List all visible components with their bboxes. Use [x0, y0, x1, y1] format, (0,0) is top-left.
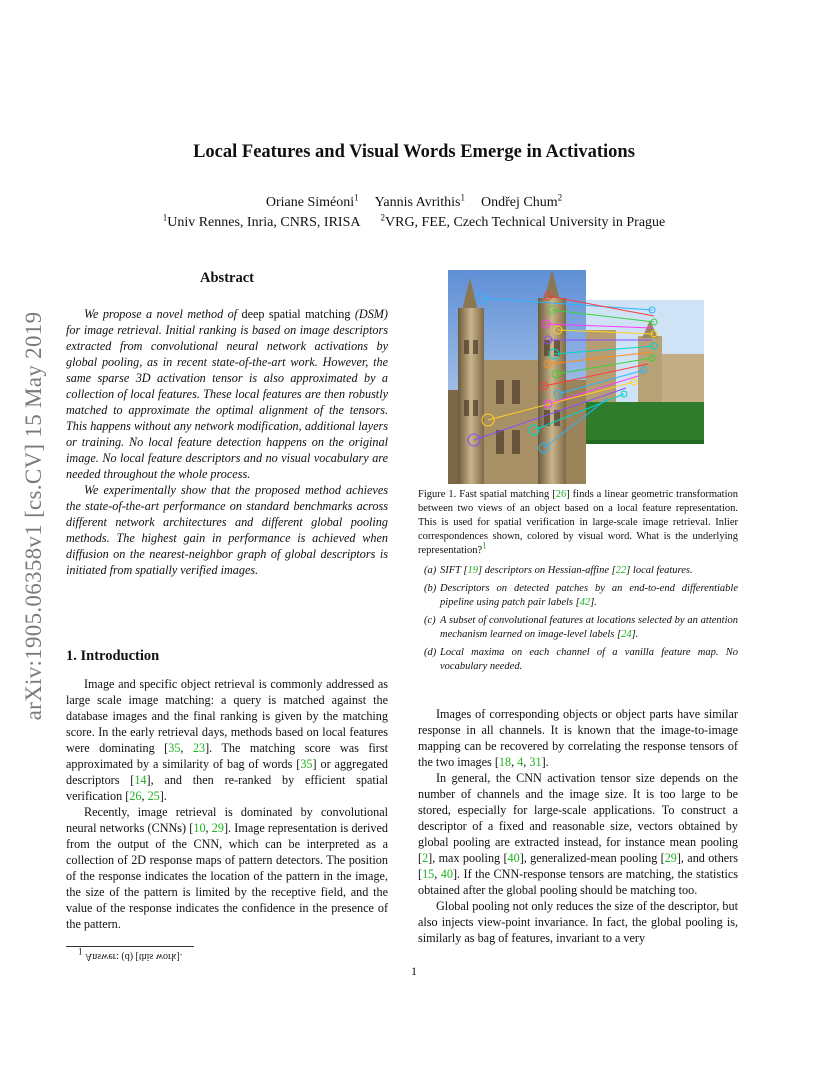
- paper-title: Local Features and Visual Words Emerge in Activations: [193, 142, 635, 162]
- text-run: ], generalized-mean pooling [: [519, 851, 665, 865]
- arxiv-sidebar: [4, 276, 64, 756]
- text-run: (DSM) for image retrieval. Initial ranking is based on image descriptors extracted from convolutional neural network activations by global pooling, as in recent state-of-the-art work. However, the same sparse 3D activation tensor is also approximated by a collection of local features. These local features are then robustly matched to approximate the optimal alignment of the tensors. This happens without any network modification, additional layers or training. No local feature detection happens on the original image. No local feature descriptors and no visual vocabulary are needed throughout the whole process.: [66, 307, 388, 481]
- text-run: ,: [523, 755, 530, 769]
- caption-option: [418, 646, 738, 674]
- text-run: deep spatial matching: [241, 307, 351, 321]
- text-run: ]. If the CNN-response tensors are matching, the statistics obtained after the global pooling should be matching too.: [418, 867, 739, 897]
- text-run: ] or aggregated descriptors [: [66, 757, 388, 787]
- citation-link[interactable]: 10: [193, 821, 206, 835]
- footnote: [78, 946, 183, 962]
- text-run: A subset of convolutional features at locations selected by an attention mechanism learned on image-level labels [: [440, 615, 738, 640]
- right-paragraph-2: [418, 770, 738, 898]
- abstract-heading: Abstract: [200, 270, 254, 286]
- figure-1-caption: [418, 488, 738, 678]
- text-run: ] local features.: [626, 565, 693, 576]
- footnote-number: 1: [78, 946, 83, 957]
- page-number: 1: [411, 964, 417, 978]
- text-run: ], and then re-ranked by efficient spatial verification [: [66, 773, 388, 803]
- citation-link[interactable]: 1: [482, 540, 487, 551]
- option-label: (a): [424, 565, 437, 576]
- caption-option: [418, 564, 738, 578]
- footnote-text: Answer: (d) [this work].: [85, 951, 183, 962]
- citation-link[interactable]: 19: [467, 565, 479, 576]
- caption-option: [418, 582, 738, 610]
- text-run: ]. The matching score was first approximated by a similarity of bag of words [: [66, 741, 388, 771]
- author-name: Ondřej Chum: [481, 195, 558, 210]
- right-column-body: [418, 706, 738, 946]
- intro-paragraph-2: [66, 804, 388, 932]
- text-run: ], and others [: [418, 851, 739, 881]
- footnote-rule: [66, 946, 194, 947]
- text-run: ].: [541, 755, 549, 769]
- author-list: [0, 192, 828, 211]
- section-heading-introduction: 1. Introduction: [66, 648, 160, 664]
- right-paragraph-3: Global pooling not only reduces the size of the descriptor, but also injects view-point invariance. In fact, the global pooling is, similarly as bag of features, invariant to a very: [418, 899, 738, 945]
- affiliation: [380, 212, 666, 230]
- citation-link[interactable]: 25: [147, 789, 160, 803]
- affiliation-mark: 2: [380, 212, 385, 223]
- affiliation-text: Univ Rennes, Inria, CNRS, IRISA: [167, 215, 361, 230]
- author-name: Oriane Siméoni: [265, 195, 355, 210]
- text-run: ,: [434, 867, 441, 881]
- affiliation-text: VRG, FEE, Czech Technical University in Prague: [385, 215, 666, 230]
- citation-link[interactable]: 31: [529, 755, 542, 769]
- author-name: Yannis Avrithis: [374, 195, 461, 210]
- abstract-paragraph-1: [66, 306, 388, 482]
- text-run: Image and specific object retrieval is commonly addressed as large scale image matching: a query is matched against the database images and the final ranking is given by the matching score. In the early retrieval days, methods based on local features were dominating [: [66, 677, 388, 755]
- author-affiliation-mark: 2: [557, 192, 563, 203]
- text-run: ]. Image representation is derived from the output of the CNN, which can be interpreted as a collection of 2D response maps of pattern detectors. The position of the response indicates the location of the pattern in the image, the size of the pattern is limited by the receptive field, and the value of the response indicates the confidence in the presence of the pattern.: [66, 821, 389, 931]
- author: [265, 192, 359, 210]
- text-run: Local maxima on each channel of a vanilla feature map. No vocabulary needed.: [440, 647, 738, 672]
- text-run: Descriptors on detected patches by an end-to-end differentiable pipeline using patch pair labels [: [440, 583, 738, 608]
- left-photo: [448, 270, 586, 484]
- author-affiliation-mark: 1: [460, 192, 465, 203]
- citation-link[interactable]: 26: [129, 789, 142, 803]
- citation-link[interactable]: 42: [579, 597, 591, 608]
- affiliation-mark: 1: [162, 212, 168, 223]
- text-run: ,: [205, 821, 212, 835]
- author-affiliation-mark: 1: [354, 192, 359, 203]
- right-paragraph-1: [418, 706, 738, 770]
- citation-link[interactable]: 26: [555, 489, 567, 500]
- citation-link[interactable]: 2: [422, 851, 429, 865]
- citation-link[interactable]: 4: [517, 755, 524, 769]
- citation-link[interactable]: 40: [440, 867, 453, 881]
- citation-link[interactable]: 40: [507, 851, 520, 865]
- author: [374, 192, 465, 210]
- caption-text: [418, 488, 738, 558]
- citation-link[interactable]: 29: [211, 821, 224, 835]
- text-run: SIFT [: [440, 565, 468, 576]
- caption-options: [418, 564, 738, 674]
- author: [481, 192, 563, 210]
- citation-link[interactable]: 35: [300, 757, 313, 771]
- text-run: ].: [631, 629, 639, 640]
- text-run: ], max pooling [: [428, 851, 508, 865]
- text-run: ,: [141, 789, 148, 803]
- text-run: ] finds a linear geometric transformation between two views of an object based on a local feature representation. This is used for spatial verification in large-scale image retrieval. Inlier correspondences shown, colored by visual word. What is the underlying representation?: [418, 489, 738, 556]
- abstract-body: [66, 306, 388, 578]
- caption-option: [418, 614, 738, 642]
- text-run: In general, the CNN activation tensor size depends on the number of channels and the image size. It is too large to be stored, especially for large-scale applications. To construct a descriptor of a fixed and reasonable size, vectors obtained by global pooling are extracted instead, for instance mean pooling [: [418, 771, 738, 865]
- citation-link[interactable]: 14: [134, 773, 147, 787]
- figure-1-image: [448, 270, 708, 484]
- text-run: ,: [511, 755, 518, 769]
- citation-link[interactable]: 22: [615, 565, 627, 576]
- citation-link[interactable]: 24: [621, 629, 632, 640]
- text-run: Figure 1. Fast spatial matching [: [418, 489, 556, 500]
- intro-body: [66, 676, 388, 932]
- citation-link[interactable]: 29: [664, 851, 677, 865]
- option-label: (b): [424, 583, 437, 594]
- text-run: ].: [590, 597, 597, 608]
- citation-link[interactable]: 23: [192, 741, 206, 755]
- text-run: ] descriptors on Hessian-affine [: [478, 565, 616, 576]
- citation-link[interactable]: 15: [422, 867, 435, 881]
- text-run: ].: [159, 789, 167, 803]
- affiliation-list: [0, 212, 828, 231]
- right-photo: [586, 300, 704, 444]
- abstract-paragraph-2: We experimentally show that the proposed method achieves the state-of-the-art performance on standard benchmarks across different network architectures and different global pooling methods. The highest gain in performance is achieved when diffusion on the nearest-neighbor graph of global descriptors is initiated from spatially verified images.: [66, 483, 388, 577]
- text-run: ,: [180, 741, 193, 755]
- option-label: (c): [424, 615, 436, 626]
- text-run: Images of corresponding objects or object parts have similar response in all channels. It is known that the image-to-image mapping can be recovered by correlating the response tensors of the two images [: [418, 707, 738, 769]
- text-run: We propose a novel method of: [84, 307, 242, 321]
- option-label: (d): [424, 647, 437, 658]
- intro-paragraph-1: [66, 676, 388, 804]
- arxiv-id: arXiv:1905.06358v1 [cs.CV] 15 May 2019: [21, 311, 46, 721]
- citation-link[interactable]: 35: [168, 741, 181, 755]
- affiliation: [162, 212, 361, 230]
- text-run: Recently, image retrieval is dominated by convolutional neural networks (CNNs) [: [66, 805, 388, 835]
- citation-link[interactable]: 18: [498, 755, 512, 769]
